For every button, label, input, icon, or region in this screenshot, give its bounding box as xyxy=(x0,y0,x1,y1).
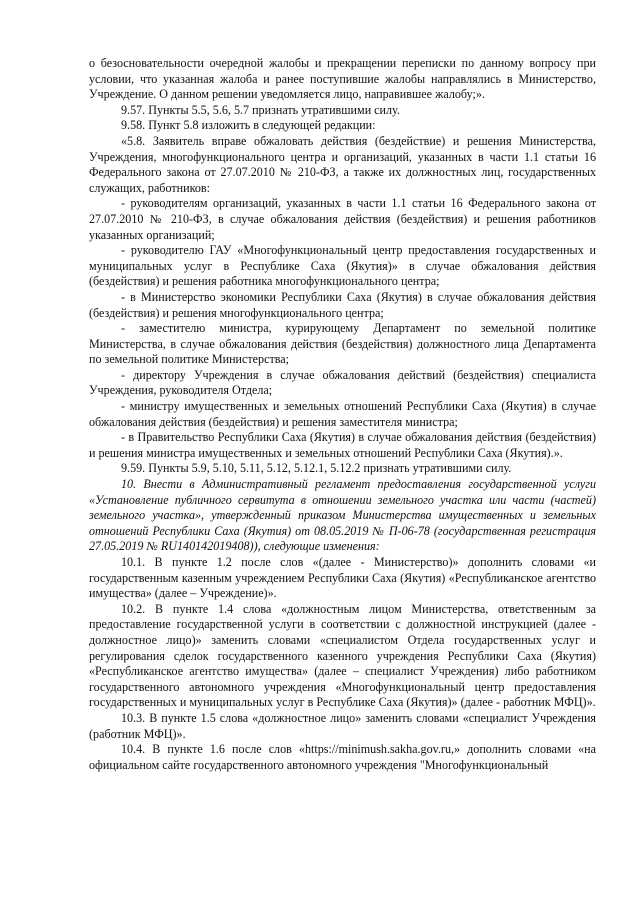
paragraph-10-1: 10.1. В пункте 1.2 после слов «(далее - Министерство)» дополнить словами «и государственным казенным учреждением Республики Саха (Якутия) «Республиканское агентство имущества» (далее – Учреждение)». xyxy=(89,555,596,601)
document-page xyxy=(89,56,596,773)
list-item-organizations: - руководителям организаций, указанных в части 1.1 статьи 16 Федерального закона от 27.07.2010 № 210-ФЗ, в случае обжалования действия (бездействия) и решения работников указанных организаций; xyxy=(89,196,596,242)
paragraph-9-58: 9.58. Пункт 5.8 изложить в следующей редакции: xyxy=(121,118,376,133)
paragraph-9-59: 9.59. Пункты 5.9, 5.10, 5.11, 5.12, 5.12.1, 5.12.2 признать утратившими силу. xyxy=(121,461,512,476)
list-item-gau-mfc: - руководителю ГАУ «Многофункциональный центр предоставления государственных и муниципальных услуг в Республике Саха (Якутия)» в случае обжалования действия (бездействия) и решения работника многофункционального центра; xyxy=(89,243,596,289)
list-item-ministry-economy: - в Министерство экономики Республики Саха (Якутия) в случае обжалования действия (бездействия) и решения многофункционального центра; xyxy=(89,289,596,320)
paragraph-9-57: 9.57. Пункты 5.5, 5.6, 5.7 признать утратившими силу. xyxy=(121,102,400,117)
paragraph-10-2: 10.2. В пункте 1.4 слова «должностным лицом Министерства, ответственным за предоставление государственной услуги в соответствии с должностной инструкцией (далее - должностное лицо)» заменить словами «специалистом Отдела государственных услуг и регулирования сделок государственного казенного учреждения Республики Саха (Якутия) «Республиканское агентство имущества» (далее – специалист Учреждения) либо работником государственного автономного учреждения «Многофункциональный центр предоставления государственных и муниципальных услуг в Республике Саха (Якутия)» (далее - работник МФЦ)». xyxy=(89,601,596,710)
paragraph-5-8-intro: «5.8. Заявитель вправе обжаловать действия (бездействие) и решения Министерства, Учреждения, многофункционального центра и организаций, указанных в части 1.1 статьи 16 Федерального закона от 27.07.2010 № 210-ФЗ, а также их должностных лиц, государственных служащих, работников: xyxy=(89,133,596,195)
paragraph-10-heading: 10. Внести в Административный регламент предоставления государственной услуги «Установление публичного сервитута в отношении земельного участка или части (частей) земельного участка», утвержденный приказом Министерства имущественных и земельных отношений Республики Саха (Якутия) от 08.05.2019 № П-06-78 (государственная регистрация 27.05.2019 № RU140142019408)), следующие изменения: xyxy=(89,477,596,554)
paragraph-10-4: 10.4. В пункте 1.6 после слов «https://minimush.sakha.gov.ru,» дополнить словами «на официальном сайте государственного автономного учреждения "Многофункциональный xyxy=(89,742,596,772)
list-item-government: - в Правительство Республики Саха (Якутия) в случае обжалования действия (бездействия) и решения министра имущественных и земельных отношений Республики Саха (Якутия).». xyxy=(89,430,596,460)
paragraph-continuation: о безосновательности очередной жалобы и прекращении переписки по данному вопросу при условии, что указанная жалоба и ранее поступившие жалобы направлялись в Министерство, Учреждение. О данном решении уведомляется лицо, направившее жалобу;». xyxy=(89,56,596,102)
list-item-director: - директору Учреждения в случае обжалования действий (бездействия) специалиста Учреждения, руководителя Отдела; xyxy=(89,367,596,398)
list-item-deputy-minister: - заместителю министра, курирующему Департамент по земельной политике Министерства, в случае обжалования действия (бездействия) должностного лица Департамента по земельной политике Министерства; xyxy=(89,321,596,367)
paragraph-10-3: 10.3. В пункте 1.5 слова «должностное лицо» заменить словами «специалист Учреждения (работник МФЦ)». xyxy=(89,710,596,741)
list-item-minister: - министру имущественных и земельных отношений Республики Саха (Якутия) в случае обжалования действия (бездействия) и решения заместителя министра; xyxy=(89,399,596,429)
